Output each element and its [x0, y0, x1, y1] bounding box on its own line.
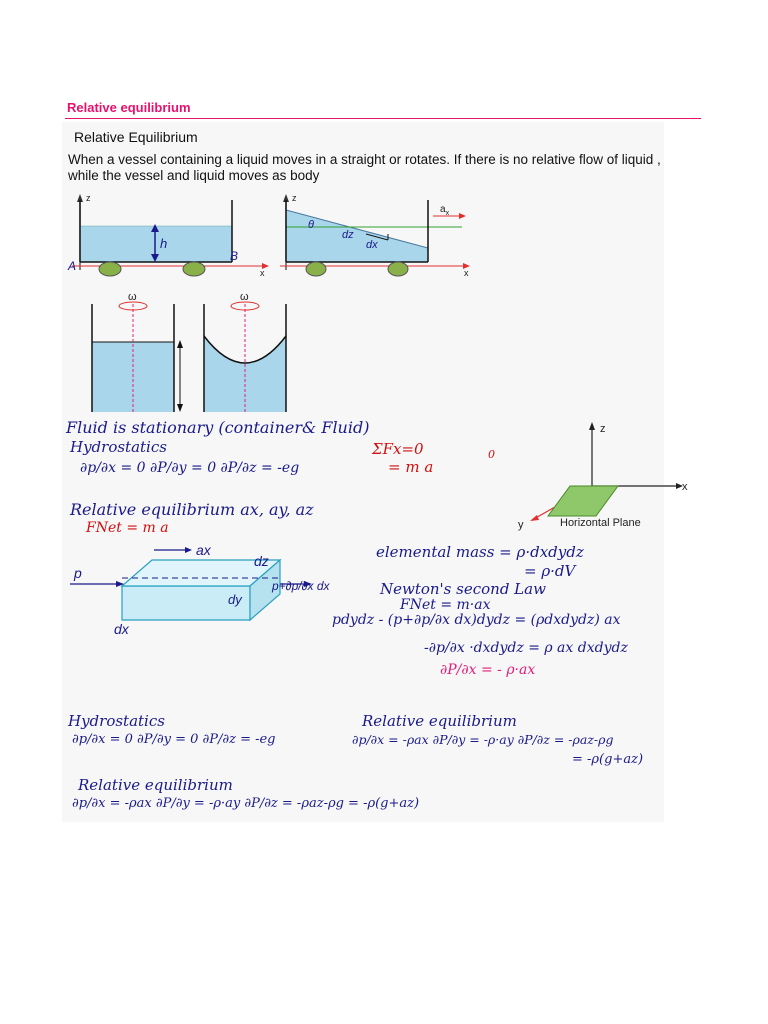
note-sum-fx: ΣFx=0 — [372, 440, 424, 458]
figure-fluid-element — [70, 538, 350, 638]
element-p-label: p — [74, 565, 82, 581]
note-relative-equilibrium-3: Relative equilibrium — [78, 776, 233, 794]
note-newtons-second-law: Newton's second Law — [380, 580, 546, 598]
figure-rotating-vessels — [80, 290, 290, 412]
note-fluid-stationary: Fluid is stationary (container& Fluid) — [66, 418, 370, 437]
axis-x-label: x — [260, 268, 265, 278]
note-sum-fx-ma: = m a — [388, 458, 434, 476]
note-relative-equilibrium-1: Relative equilibrium ax, ay, az — [70, 500, 314, 519]
note-hydrostatics-1: Hydrostatics — [70, 438, 167, 456]
axis-x-label: x — [464, 268, 469, 278]
note-hydrostatics-2-equations: ∂p/∂x = 0 ∂P/∂y = 0 ∂P/∂z = -eg — [72, 732, 276, 747]
plane-caption: Horizontal Plane — [560, 517, 641, 529]
figure-horizontal-plane — [510, 420, 710, 535]
omega-left-label: ω — [128, 291, 137, 303]
figure-vessel-accelerating — [278, 190, 478, 280]
height-label: h — [160, 236, 168, 251]
element-dy-label: dy — [228, 592, 242, 607]
plane-z-label: z — [600, 423, 606, 435]
note-zero: 0 — [488, 448, 495, 461]
note-fnet-max: FNet = m·ax — [400, 597, 491, 613]
plane-y-label: y — [518, 519, 524, 531]
note-equation-3: ∂P/∂x = - ρ·ax — [440, 662, 536, 678]
point-b-label: B — [230, 249, 239, 263]
element-dx-label: dx — [114, 621, 129, 637]
omega-right-label: ω — [240, 291, 249, 303]
note-relative-equilibrium-3-equations: ∂p/∂x = -ρax ∂P/∂y = -ρ·ay ∂P/∂z = -ρaz-ρg = -ρ(g+az) — [72, 796, 420, 811]
figure-vessel-at-rest — [62, 190, 272, 280]
note-equation-2: -∂p/∂x ·dxdydz = ρ ax dxdydz — [424, 640, 628, 656]
note-elemental-mass: elemental mass = ρ·dxdydz — [376, 543, 584, 561]
element-dz-label: dz — [254, 553, 269, 569]
element-ax-label: ax — [196, 542, 211, 558]
note-hydrostatics-2: Hydrostatics — [68, 712, 165, 730]
dx-label: dx — [366, 239, 378, 251]
section-title: Relative equilibrium — [67, 100, 191, 115]
point-a-label: A — [68, 259, 77, 273]
acceleration-label: $a_x$ — [440, 204, 450, 217]
theta-label: θ — [308, 219, 314, 231]
axis-z-label: z — [86, 193, 91, 203]
intro-paragraph: When a vessel containing a liquid moves in a straight or rotates. If there is no relative flow of liquid , while the vessel and liquid moves as body — [68, 152, 661, 183]
plane-x-label: x — [682, 481, 688, 493]
note-relative-equilibrium-2-result: = -ρ(g+az) — [572, 752, 644, 767]
note-relative-equilibrium-2-equations: ∂p/∂x = -ρax ∂P/∂y = -ρ·ay ∂P/∂z = -ρaz-ρg — [352, 732, 614, 747]
note-hydrostatics-1-equations: ∂p/∂x = 0 ∂P/∂y = 0 ∂P/∂z = -eg — [80, 460, 300, 476]
axis-z-label: z — [292, 193, 297, 203]
note-relative-equilibrium-2: Relative equilibrium — [362, 712, 517, 730]
note-fnet-ma: FNet = m a — [86, 520, 169, 536]
element-p-plus-label: p+∂p/∂x dx — [272, 579, 330, 593]
note-equation-1: pdydz - (p+∂p/∂x dx)dydz = (ρdxdydz) ax — [332, 612, 621, 628]
page-heading: Relative Equilibrium — [74, 129, 198, 145]
section-divider — [65, 118, 701, 119]
note-elemental-mass-dv: = ρ·dV — [524, 562, 576, 580]
dz-label: dz — [342, 229, 354, 241]
